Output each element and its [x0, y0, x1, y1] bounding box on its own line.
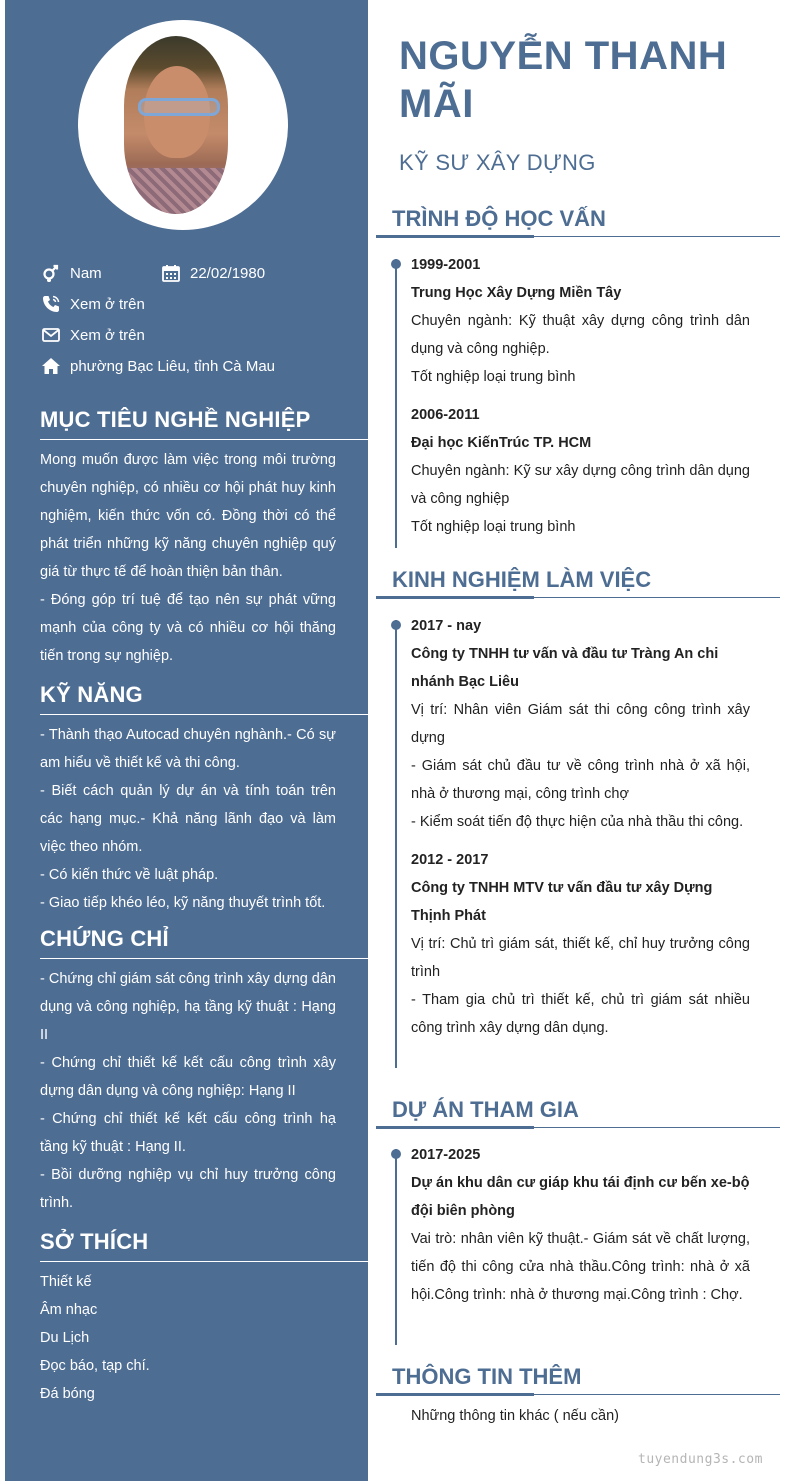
experience-line: - Kiểm soát tiến độ thực hiện của nhà thầu thi công.	[411, 814, 744, 830]
experience-heading	[376, 567, 780, 598]
extra-info-heading	[376, 1364, 780, 1395]
experience-heading-text: KINH NGHIỆM LÀM VIỆC	[392, 567, 652, 592]
gender-text: Nam	[70, 264, 102, 282]
objective-heading: MỤC TIÊU NGHỀ NGHIỆP	[40, 407, 368, 440]
phone-row	[40, 293, 145, 315]
education-result: Tốt nghiệp loại trung bình	[411, 369, 576, 385]
education-major: Chuyên ngành: Kỹ sư xây dựng công trình dân dụng và công nghiệp	[411, 463, 750, 507]
extra-info-text: Những thông tin khác ( nếu cần)	[411, 1408, 619, 1424]
experience-line: - Tham gia chủ trì thiết kế, chủ trì giám sát nhiều công trình xây dựng dân dụng.	[411, 992, 750, 1036]
project-name: Dự án khu dân cư giáp khu tái định cư bến xe-bộ đội biên phòng	[411, 1175, 750, 1219]
gender-icon	[40, 262, 62, 284]
certificates-heading: CHỨNG CHỈ	[40, 926, 368, 959]
address-row	[40, 355, 275, 377]
projects-timeline	[395, 1149, 397, 1345]
skills-heading: KỸ NĂNG	[40, 682, 368, 715]
heading-accent-bar	[376, 235, 534, 238]
experience-company: Công ty TNHH MTV tư vấn đầu tư xây Dựng Thịnh Phát	[411, 880, 713, 924]
heading-accent-bar	[376, 1126, 534, 1129]
hobby-item: Âm nhạc	[40, 1302, 98, 1318]
education-heading-text: TRÌNH ĐỘ HỌC VẤN	[392, 206, 606, 231]
calendar-icon	[160, 262, 182, 284]
sidebar	[5, 0, 368, 1481]
skill-item: - Có kiến thức về luật pháp.	[40, 867, 219, 883]
hobbies-heading: SỞ THÍCH	[40, 1229, 368, 1262]
education-major: Chuyên ngành: Kỹ thuật xây dựng công trình dân dụng và công nghiệp.	[411, 313, 750, 357]
certificate-item: - Bồi dưỡng nghiệp vụ chỉ huy trưởng công trình.	[40, 1167, 336, 1211]
education-entry	[411, 251, 750, 541]
heading-accent-bar	[376, 1393, 534, 1396]
certificate-item: - Chứng chỉ giám sát công trình xây dựng dân dụng và công nghiệp, hạ tầng kỹ thuật : Hạng II	[40, 971, 336, 1043]
objective-paragraph: Mong muốn được làm việc trong môi trường chuyên nghiệp, có nhiều cơ hội phát huy kinh nghiệm, kiến thức vốn có. Đồng thời có thể phát triển những kỹ năng chuyên nghiệp quý giá từ thực tế để hoàn thiện bản thân.	[40, 452, 336, 580]
certificate-item: - Chứng chỉ thiết kế kết cấu công trình xây dựng dân dụng và công nghiệp: Hạng II	[40, 1055, 336, 1099]
experience-line: Vị trí: Chủ trì giám sát, thiết kế, chỉ huy trưởng công trình	[411, 936, 750, 980]
timeline-dot	[391, 1149, 401, 1159]
certificate-item: - Chứng chỉ thiết kế kết cấu công trình hạ tầng kỹ thuật : Hạng II.	[40, 1111, 336, 1155]
projects-heading-text: DỰ ÁN THAM GIA	[392, 1097, 579, 1122]
experience-period: 2012 - 2017	[411, 852, 489, 868]
objective-paragraph: - Đóng góp trí tuệ để tạo nên sự phát vững mạnh của công ty và có nhiều cơ hội thăng tiến trong sự nghiệp.	[40, 592, 336, 664]
hobby-item: Du Lịch	[40, 1330, 90, 1346]
heading-accent-bar	[376, 596, 534, 599]
watermark: tuyendung3s.com	[638, 1452, 763, 1467]
experience-period: 2017 - nay	[411, 618, 482, 634]
hobbies-list	[40, 1268, 336, 1408]
email-text: Xem ở trên	[70, 326, 145, 344]
email-row	[40, 324, 145, 346]
experience-timeline	[395, 620, 397, 1068]
certificates-list	[40, 965, 336, 1217]
timeline-dot	[391, 620, 401, 630]
education-school: Đại học KiếnTrúc TP. HCM	[411, 435, 592, 451]
phone-text: Xem ở trên	[70, 295, 145, 313]
timeline-dot	[391, 259, 401, 269]
skill-item: - Biết cách quản lý dự án và tính toán trên các hạng mục.- Khả năng lãnh đạo và làm việc theo nhóm.	[40, 783, 336, 855]
experience-company: Công ty TNHH tư vấn và đầu tư Tràng An chi nhánh Bạc Liêu	[411, 646, 719, 690]
education-result: Tốt nghiệp loại trung bình	[411, 519, 576, 535]
experience-entry	[411, 612, 750, 1042]
birthdate-text: 22/02/1980	[190, 264, 266, 282]
education-period: 1999-2001	[411, 257, 481, 273]
projects-heading	[376, 1097, 780, 1128]
candidate-name: NGUYỄN THANH MÃI	[399, 34, 728, 126]
avatar	[78, 20, 288, 230]
hobby-item: Đá bóng	[40, 1386, 95, 1402]
envelope-icon	[40, 324, 62, 346]
education-heading	[376, 206, 780, 237]
job-title: KỸ SƯ XÂY DỰNG	[399, 150, 596, 175]
experience-line: Vị trí: Nhân viên Giám sát thi công công trình xây dựng	[411, 702, 750, 746]
project-period: 2017-2025	[411, 1147, 481, 1163]
phone-icon	[40, 293, 62, 315]
education-period: 2006-2011	[411, 407, 480, 423]
skills-list	[40, 721, 336, 917]
hobby-item: Đọc báo, tạp chí.	[40, 1358, 150, 1374]
education-timeline	[395, 259, 397, 548]
gender-row	[40, 262, 102, 284]
skill-item: - Giao tiếp khéo léo, kỹ năng thuyết trình tốt.	[40, 895, 326, 911]
extra-info-heading-text: THÔNG TIN THÊM	[392, 1364, 582, 1389]
experience-line: - Giám sát chủ đầu tư về công trình nhà ở xã hội, nhà ở thương mại, công trình chợ	[411, 758, 750, 802]
skill-item: - Thành thạo Autocad chuyên nghành.- Có sự am hiểu về thiết kế và thi công.	[40, 727, 336, 771]
profile-photo	[124, 36, 228, 214]
project-description: Vai trò: nhân viên kỹ thuật.- Giám sát về chất lượng, tiến độ thi công cửa nhà thầu.Công trình: nhà ở xã hội.Công trình: nhà ở thương mại.Công trình : Chợ.	[411, 1231, 750, 1303]
education-school: Trung Học Xây Dựng Miền Tây	[411, 285, 622, 301]
project-entry	[411, 1141, 750, 1309]
address-text: phường Bạc Liêu, tỉnh Cà Mau	[70, 357, 275, 375]
hobby-item: Thiết kế	[40, 1274, 92, 1290]
objective-text	[40, 446, 336, 670]
birthdate-row	[160, 262, 265, 284]
home-icon	[40, 355, 62, 377]
